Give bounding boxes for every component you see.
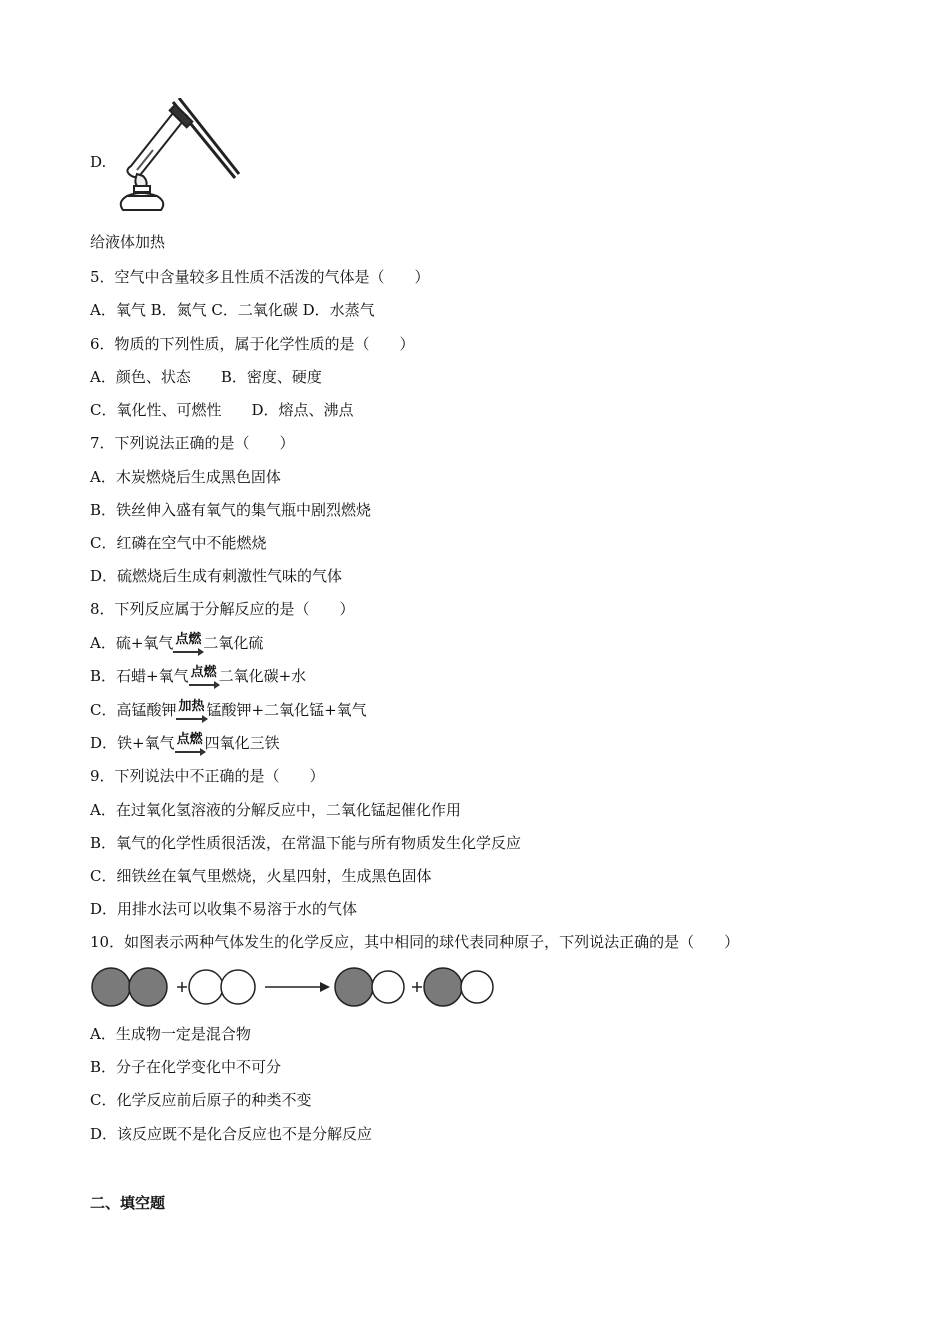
q10-option-b: B．分子在化学变化中不可分 [90, 1058, 282, 1076]
q7-option-b: B．铁丝伸入盛有氧气的集气瓶中剧烈燃烧 [90, 501, 372, 519]
q8-d-reactants: D．铁+氧气 [90, 734, 175, 752]
q8-c-reactants: C．高锰酸钾 [90, 701, 177, 719]
reaction-arrow [173, 633, 203, 655]
q8-option-a [90, 633, 263, 655]
q6-stem: 6．物质的下列性质，属于化学性质的是（ ） [90, 335, 415, 353]
q7-option-d: D．硫燃烧后生成有刺激性气味的气体 [90, 567, 343, 585]
q8-b-reactants: B．石蜡+氧气 [90, 667, 189, 685]
light-atom [189, 970, 223, 1004]
reaction-condition: 加热 [178, 699, 205, 714]
test-tube-heating-figure [115, 98, 240, 213]
reaction-condition: 点燃 [175, 632, 202, 647]
q9-option-a: A．在过氧化氢溶液的分解反应中，二氧化锰起催化作用 [90, 801, 461, 819]
q5-options: A．氧气 B．氮气 C．二氧化碳 D．水蒸气 [90, 301, 375, 319]
reaction-condition: 点燃 [176, 732, 203, 747]
q9-option-c: C．细铁丝在氧气里燃烧，火星四射，生成黑色固体 [90, 867, 432, 885]
light-atom [372, 971, 404, 1003]
reaction-arrow [189, 666, 219, 688]
figure-d-caption: 给液体加热 [90, 233, 166, 251]
reaction-molecule-diagram [88, 964, 498, 1010]
q10-option-c: C．化学反应前后原子的种类不变 [90, 1091, 312, 1109]
q10-option-a: A．生成物一定是混合物 [90, 1025, 251, 1043]
q8-c-products: 锰酸钾+二氧化锰+氧气 [206, 701, 367, 719]
q7-stem: 7．下列说法正确的是（ ） [90, 434, 295, 452]
section-title-fill-in: 二、填空题 [90, 1194, 166, 1212]
reaction-arrow [175, 733, 205, 755]
q8-d-products: 四氧化三铁 [204, 734, 280, 752]
q8-option-c [90, 700, 367, 722]
q7-option-a: A．木炭燃烧后生成黑色固体 [90, 468, 281, 486]
q10-stem: 10．如图表示两种气体发生的化学反应，其中相同的球代表同种原子，下列说法正确的是（ ） [90, 933, 740, 951]
q8-a-products: 二氧化硫 [203, 634, 264, 652]
light-atom [461, 971, 493, 1003]
light-atom [221, 970, 255, 1004]
option-d-label: D. [90, 153, 107, 171]
q8-a-reactants: A．硫+氧气 [90, 634, 174, 652]
reaction-arrow [176, 700, 206, 722]
q9-stem: 9．下列说法中不正确的是（ ） [90, 767, 325, 785]
q6-options-row1: A．颜色、状态 B．密度、硬度 [90, 368, 322, 386]
dark-atom [129, 968, 167, 1006]
q6-options-row2: C．氧化性、可燃性 D．熔点、沸点 [90, 401, 354, 419]
q8-option-d [90, 733, 280, 755]
reaction-condition: 点燃 [190, 665, 217, 680]
q5-stem: 5．空气中含量较多且性质不活泼的气体是（ ） [90, 268, 430, 286]
q10-option-d: D．该反应既不是化合反应也不是分解反应 [90, 1125, 373, 1143]
q9-option-b: B．氧气的化学性质很活泼，在常温下能与所有物质发生化学反应 [90, 834, 522, 852]
dark-atom [92, 968, 130, 1006]
q9-option-d: D．用排水法可以收集不易溶于水的气体 [90, 900, 358, 918]
q8-b-products: 二氧化碳+水 [218, 667, 307, 685]
q8-option-b [90, 666, 306, 688]
q8-stem: 8．下列反应属于分解反应的是（ ） [90, 600, 355, 618]
q7-option-c: C．红磷在空气中不能燃烧 [90, 534, 267, 552]
dark-atom [335, 968, 373, 1006]
dark-atom [424, 968, 462, 1006]
